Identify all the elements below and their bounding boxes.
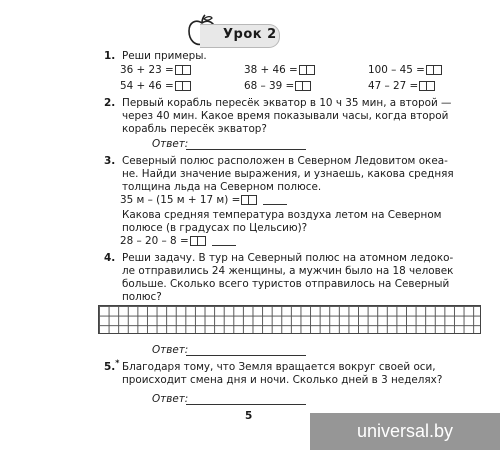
answer-box[interactable] bbox=[190, 236, 206, 246]
example-item: 100 – 45 = bbox=[368, 64, 442, 77]
task-5-text: происходит смена дня и ночи. Сколько дней в 3 неделях? bbox=[122, 374, 443, 386]
task-3-text: Какова средняя температура воздуха летом на Северном bbox=[122, 209, 442, 221]
solution-grid[interactable] bbox=[98, 305, 481, 334]
task-2-number: 2. bbox=[104, 97, 116, 109]
answer-box[interactable] bbox=[299, 65, 315, 75]
answer-box[interactable] bbox=[419, 81, 435, 91]
task-4-text: больше. Сколько всего туристов отправилось на Северный bbox=[122, 278, 450, 290]
task-2-text: через 40 мин. Какое время показывали часы, когда второй bbox=[122, 110, 449, 122]
task-3-text: Северный полюс расположен в Северном Ледовитом океа- bbox=[122, 155, 448, 167]
task-2-text: Первый корабль пересёк экватор в 10 ч 35 мин, а второй — bbox=[122, 97, 452, 109]
answer-line[interactable] bbox=[186, 148, 306, 150]
answer-label: Ответ: bbox=[152, 393, 189, 405]
task-1-number: 1. bbox=[104, 50, 116, 62]
unit-blank[interactable] bbox=[263, 195, 287, 205]
answer-label: Ответ: bbox=[152, 138, 189, 150]
task-5-number: 5.* bbox=[104, 358, 120, 373]
task-4-text: ле отправились 24 женщины, а мужчин было на 18 человек bbox=[122, 265, 454, 277]
example-item: 54 + 46 = bbox=[120, 80, 191, 93]
example-item: 36 + 23 = bbox=[120, 64, 191, 77]
answer-line[interactable] bbox=[186, 403, 306, 405]
expression: 35 м – (15 м + 17 м) = bbox=[120, 194, 287, 207]
answer-box[interactable] bbox=[295, 81, 311, 91]
example-item: 38 + 46 = bbox=[244, 64, 315, 77]
answer-label: Ответ: bbox=[152, 344, 189, 356]
answer-box[interactable] bbox=[241, 195, 257, 205]
expression: 28 – 20 – 8 = bbox=[120, 235, 236, 248]
task-3-number: 3. bbox=[104, 155, 116, 167]
task-1-prompt: Реши примеры. bbox=[122, 50, 207, 62]
task-4-text: полюс? bbox=[122, 291, 162, 303]
task-4-number: 4. bbox=[104, 252, 116, 264]
task-2-text: корабль пересёк экватор? bbox=[122, 123, 267, 135]
task-4-text: Реши задачу. В тур на Северный полюс на атомном ледоко- bbox=[122, 252, 454, 264]
answer-line[interactable] bbox=[186, 354, 306, 356]
answer-box[interactable] bbox=[175, 65, 191, 75]
task-3-text: не. Найди значение выражения, и узнаешь, какова средняя bbox=[122, 168, 454, 180]
answer-box[interactable] bbox=[175, 81, 191, 91]
page-number: 5 bbox=[245, 410, 253, 422]
watermark: universal.by bbox=[310, 413, 500, 450]
unit-blank[interactable] bbox=[212, 236, 236, 246]
task-3-text: полюсе (в градусах по Цельсию)? bbox=[122, 222, 308, 234]
example-item: 47 – 27 = bbox=[368, 80, 435, 93]
answer-box[interactable] bbox=[426, 65, 442, 75]
example-item: 68 – 39 = bbox=[244, 80, 311, 93]
task-5-text: Благодаря тому, что Земля вращается вокруг своей оси, bbox=[122, 361, 436, 373]
lesson-title: Урок 2 bbox=[223, 27, 277, 42]
task-3-text: толщина льда на Северном полюсе. bbox=[122, 181, 322, 193]
